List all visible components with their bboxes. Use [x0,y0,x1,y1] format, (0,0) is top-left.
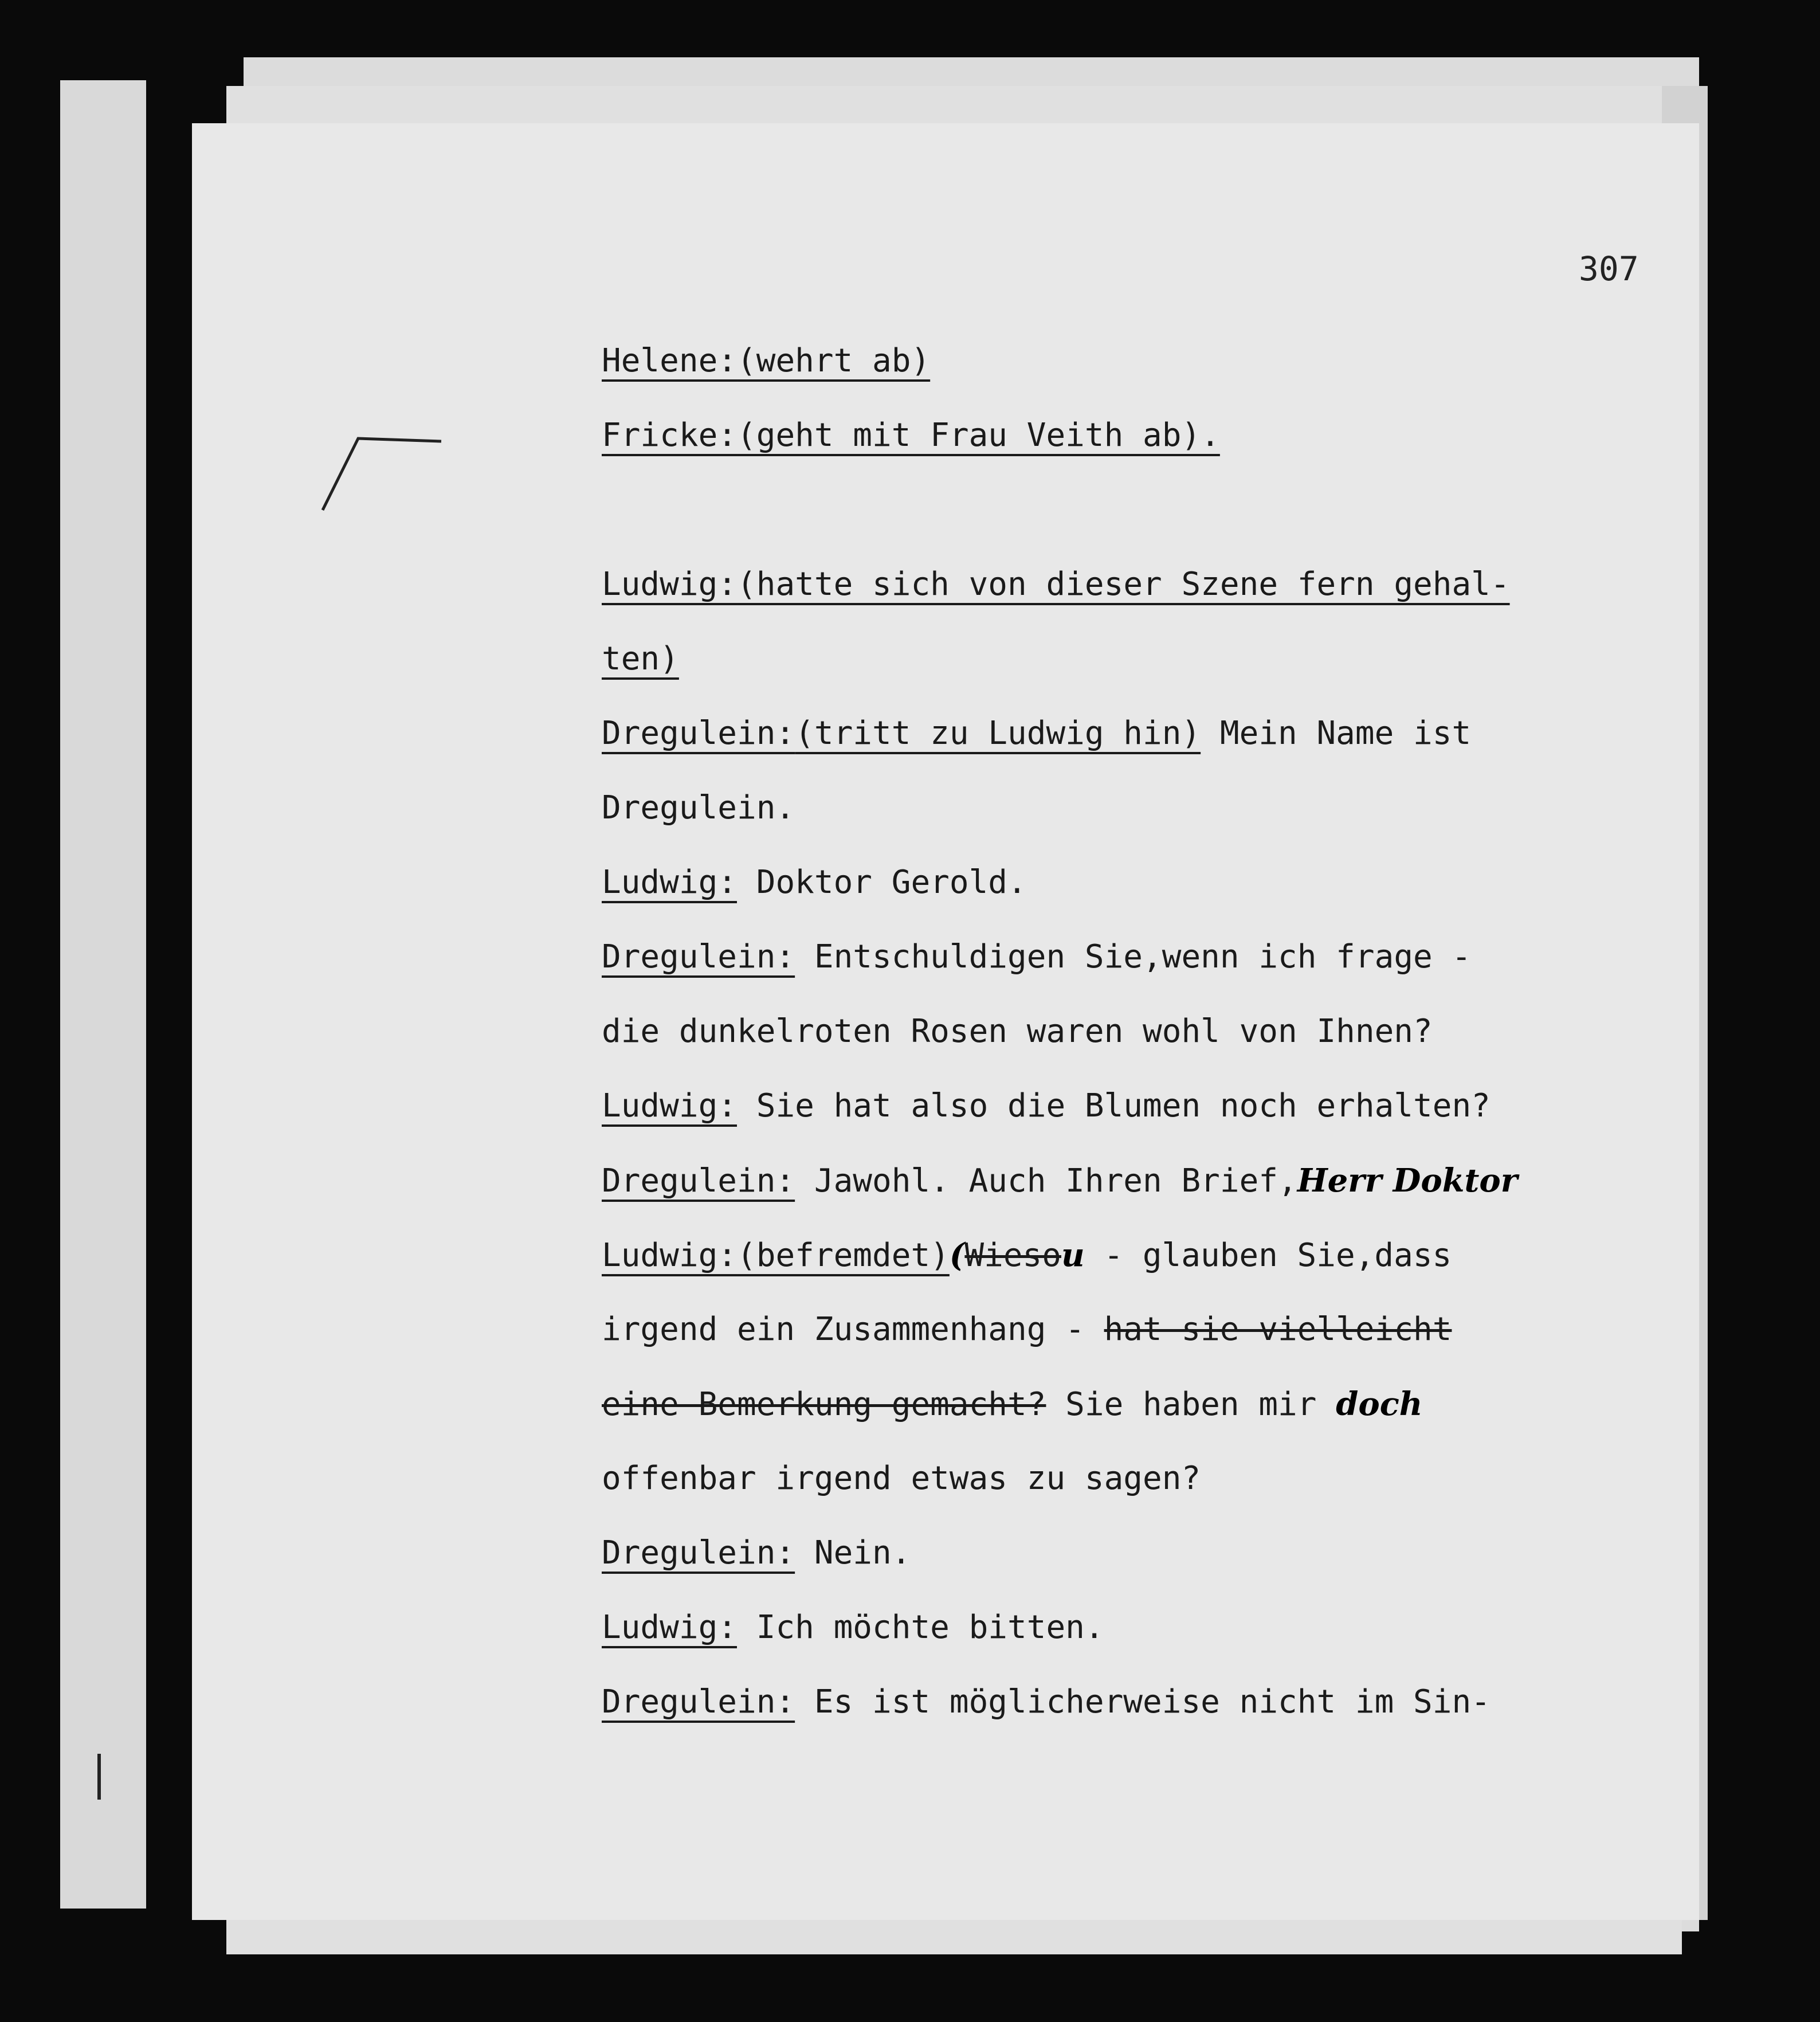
handwritten-insertion: u [1061,1236,1085,1274]
script-line [602,711,1690,785]
script-line [602,338,1690,413]
page-number: 307 [1579,249,1639,288]
blank-line [602,487,1690,562]
script-line [602,785,1690,860]
handwritten-bracket: ( [949,1236,965,1274]
left-margin-mark [97,1754,101,1800]
stage-direction: (hatte sich von dieser Szene fern gehal- [737,566,1510,603]
script-line [602,860,1690,934]
dialogue-text: Ich möchte bitten. [737,1609,1104,1646]
dialogue-text: Es ist möglicherweise nicht im Sin- [795,1683,1490,1721]
speaker-name: Ludwig: [602,1087,738,1124]
pencil-mark [318,424,444,516]
struck-text: eine Bemerkung gemacht? [602,1386,1046,1423]
struck-text: hat sie vielleicht [1104,1311,1452,1348]
script-line [602,1381,1690,1456]
dialogue-text: Dregulein. [602,789,795,826]
script-line [602,1530,1690,1605]
dialogue-text: Nein. [795,1534,911,1572]
stage-direction: ten) [602,640,679,677]
script-line [602,636,1690,711]
script-line [602,934,1690,1009]
dialogue-text: Entschuldigen Sie,wenn ich frage - [795,938,1472,975]
dialogue-text: irgend ein Zusammenhang - [602,1311,1104,1348]
dialogue-text: Sie hat also die Blumen noch erhalten? [737,1087,1490,1124]
speaker-name: Dregulein: [602,715,795,752]
script-line [602,1232,1690,1307]
handwritten-insertion: Herr Doktor [1297,1162,1518,1200]
script-line [602,1456,1690,1530]
script-line [602,1083,1690,1158]
script-line [602,1009,1690,1083]
stage-direction: (befremdet) [737,1237,950,1274]
script-line [602,1605,1690,1679]
stage-direction: (wehrt ab) [737,342,931,379]
speaker-name: Ludwig: [602,864,738,901]
handwritten-insertion: doch [1336,1385,1423,1423]
script-line [602,1679,1690,1754]
speaker-name: Helene: [602,342,738,379]
speaker-name: Dregulein: [602,1683,795,1721]
script-line [602,413,1690,487]
dialogue-text: Mein Name ist [1201,715,1472,752]
script-line [602,1307,1690,1381]
speaker-name: Dregulein: [602,1162,795,1200]
dialogue-text: offenbar irgend etwas zu sagen? [602,1460,1201,1497]
stage-direction: (geht mit Frau Veith ab). [737,417,1220,454]
dialogue-text: die dunkelroten Rosen waren wohl von Ihnen? [602,1013,1433,1050]
speaker-name: Ludwig: [602,1609,738,1646]
dialogue-text: Doktor Gerold. [737,864,1027,901]
script-text [602,338,1690,1754]
dialogue-text: Jawohl. Auch Ihren Brief, [795,1162,1297,1200]
dialogue-text: - glauben Sie,dass [1084,1237,1452,1274]
script-line [602,562,1690,636]
left-sheet-strip [60,80,146,1909]
speaker-name: Ludwig: [602,566,738,603]
speaker-name: Dregulein: [602,938,795,975]
speaker-name: Ludwig: [602,1237,738,1274]
dialogue-text: Sie haben mir [1046,1386,1336,1423]
speaker-name: Dregulein: [602,1534,795,1572]
stage-direction: (tritt zu Ludwig hin) [795,715,1201,752]
struck-text: Wieso [964,1237,1061,1274]
script-line [602,1158,1690,1232]
speaker-name: Fricke: [602,417,738,454]
